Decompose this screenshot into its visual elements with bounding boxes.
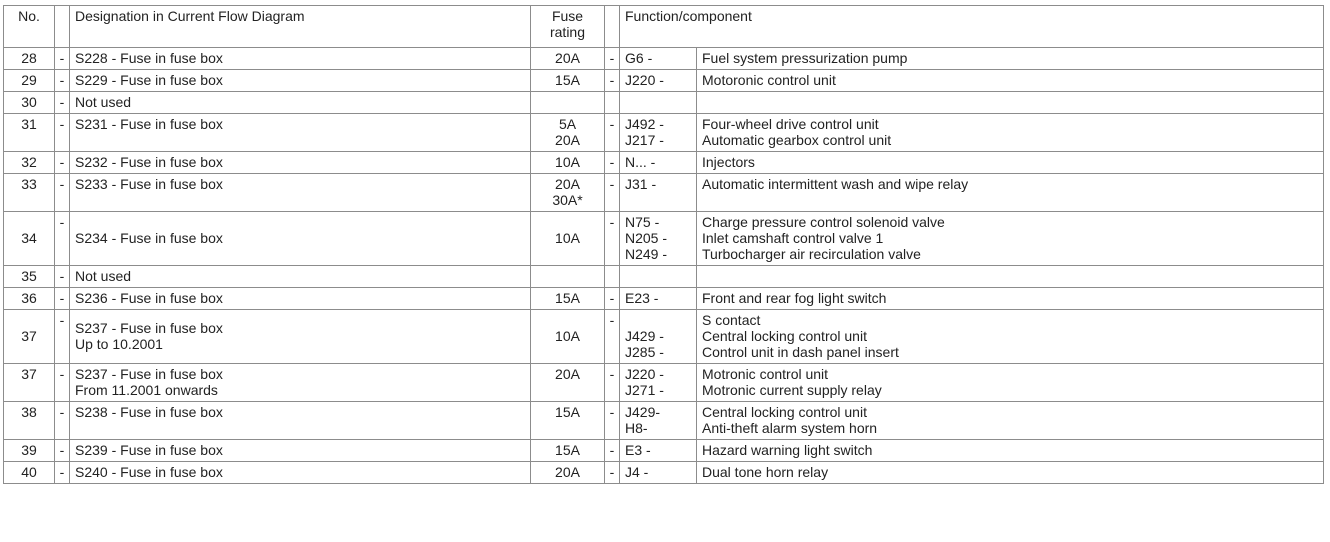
row-dash: - <box>605 48 620 70</box>
row-dash: - <box>605 288 620 310</box>
row-designation-line: S228 - Fuse in fuse box <box>75 50 223 66</box>
row-dash: - <box>55 92 70 114</box>
row-fuse-rating-line: 30A* <box>552 192 583 208</box>
row-fuse-rating <box>531 440 605 462</box>
row-dash: - <box>55 48 70 70</box>
row-number: 37 <box>4 364 55 402</box>
row-dash: - <box>55 402 70 440</box>
row-function-line: Anti-theft alarm system horn <box>702 420 878 436</box>
row-fuse-rating-line: 10A <box>555 230 580 246</box>
row-designation <box>70 364 531 402</box>
fuse-table <box>3 5 1324 484</box>
row-function <box>697 310 1324 364</box>
row-dash: - <box>605 152 620 174</box>
row-number: 35 <box>4 266 55 288</box>
row-number: 32 <box>4 152 55 174</box>
table-row <box>4 266 1324 288</box>
row-function <box>697 266 1324 288</box>
row-component-code <box>620 174 697 212</box>
row-function <box>697 212 1324 266</box>
row-dash: - <box>55 310 70 364</box>
row-number: 34 <box>4 212 55 266</box>
row-dash: - <box>605 310 620 364</box>
row-fuse-rating-line: 15A <box>555 404 580 420</box>
row-function <box>697 174 1324 212</box>
row-component-code-line: J429- <box>625 404 661 420</box>
table-row <box>4 114 1324 152</box>
row-dash: - <box>55 174 70 212</box>
row-dash: - <box>55 288 70 310</box>
row-component-code-line: E3 - <box>625 442 651 458</box>
row-designation-line: S231 - Fuse in fuse box <box>75 116 223 132</box>
row-dash: - <box>55 212 70 266</box>
row-designation-line: S237 - Fuse in fuse box <box>75 366 223 382</box>
row-dash: - <box>55 152 70 174</box>
row-component-code <box>620 212 697 266</box>
row-fuse-rating-line: 15A <box>555 442 580 458</box>
row-fuse-rating <box>531 462 605 484</box>
header-designation: Designation in Current Flow Diagram <box>70 6 531 48</box>
table-header-row <box>4 6 1324 48</box>
table-row <box>4 364 1324 402</box>
row-component-code-line: J492 - <box>625 116 664 132</box>
row-fuse-rating <box>531 152 605 174</box>
row-dash: - <box>605 114 620 152</box>
row-component-code <box>620 48 697 70</box>
row-designation <box>70 440 531 462</box>
row-component-code <box>620 462 697 484</box>
table-row <box>4 462 1324 484</box>
row-designation-line: S236 - Fuse in fuse box <box>75 290 223 306</box>
row-fuse-rating-line: 20A <box>555 176 580 192</box>
row-function-line: Motronic current supply relay <box>702 382 882 398</box>
row-fuse-rating <box>531 288 605 310</box>
row-function <box>697 288 1324 310</box>
row-designation <box>70 288 531 310</box>
row-number: 31 <box>4 114 55 152</box>
row-dash: - <box>55 70 70 92</box>
row-function-line: Injectors <box>702 154 755 170</box>
row-designation-line: From 11.2001 onwards <box>75 382 218 398</box>
row-component-code-line: J220 - <box>625 72 664 88</box>
row-designation-line: Not used <box>75 268 132 284</box>
row-function-line: Central locking control unit <box>702 404 867 420</box>
row-function <box>697 48 1324 70</box>
table-row <box>4 92 1324 114</box>
row-component-code-line: J220 - <box>625 366 664 382</box>
row-number: 39 <box>4 440 55 462</box>
row-component-code <box>620 288 697 310</box>
row-designation <box>70 114 531 152</box>
row-designation <box>70 310 531 364</box>
row-dash: - <box>55 266 70 288</box>
row-component-code-line: J285 - <box>625 344 664 360</box>
row-fuse-rating-line: 10A <box>555 154 580 170</box>
header-fuse-rating-line2: rating <box>549 24 586 40</box>
row-function <box>697 440 1324 462</box>
row-designation-line: S240 - Fuse in fuse box <box>75 464 223 480</box>
header-spacer <box>55 6 70 48</box>
row-designation-line: S232 - Fuse in fuse box <box>75 154 223 170</box>
row-component-code-line: E23 - <box>625 290 659 306</box>
row-component-code-line: J429 - <box>625 328 664 344</box>
row-dash: - <box>55 462 70 484</box>
row-fuse-rating-line: 15A <box>555 290 580 306</box>
row-designation-line: Not used <box>75 94 132 110</box>
table-row <box>4 70 1324 92</box>
row-fuse-rating <box>531 212 605 266</box>
row-function-line: Central locking control unit <box>702 328 867 344</box>
row-number: 40 <box>4 462 55 484</box>
row-component-code-line: N75 - <box>625 214 660 230</box>
row-function-line: Dual tone horn relay <box>702 464 829 480</box>
row-component-code-line: N249 - <box>625 246 668 262</box>
header-function: Function/component <box>620 6 1324 48</box>
table-row <box>4 152 1324 174</box>
row-fuse-rating-line: 20A <box>555 366 580 382</box>
row-dash: - <box>605 212 620 266</box>
row-dash: - <box>605 462 620 484</box>
row-fuse-rating-line: 10A <box>555 328 580 344</box>
row-dash: - <box>605 70 620 92</box>
row-fuse-rating <box>531 114 605 152</box>
row-component-code <box>620 364 697 402</box>
row-designation <box>70 70 531 92</box>
row-component-code <box>620 70 697 92</box>
row-function <box>697 364 1324 402</box>
row-component-code <box>620 266 697 288</box>
row-designation-line: S234 - Fuse in fuse box <box>75 230 223 246</box>
row-designation-line: S238 - Fuse in fuse box <box>75 404 223 420</box>
row-designation-line: Up to 10.2001 <box>75 336 163 352</box>
row-component-code-line <box>625 312 692 328</box>
row-number: 37 <box>4 310 55 364</box>
row-dash: - <box>55 364 70 402</box>
row-function-line: Four-wheel drive control unit <box>702 116 879 132</box>
table-row <box>4 212 1324 266</box>
row-designation <box>70 212 531 266</box>
table-row <box>4 440 1324 462</box>
row-component-code <box>620 440 697 462</box>
row-component-code-line: J4 - <box>625 464 649 480</box>
table-row <box>4 288 1324 310</box>
row-dash <box>605 266 620 288</box>
row-function-line: Front and rear fog light switch <box>702 290 887 306</box>
row-fuse-rating <box>531 92 605 114</box>
row-number: 38 <box>4 402 55 440</box>
row-designation-line: S233 - Fuse in fuse box <box>75 176 223 192</box>
header-no: No. <box>4 6 55 48</box>
row-function-line: S contact <box>702 312 761 328</box>
row-fuse-rating-line: 20A <box>555 50 580 66</box>
row-component-code <box>620 310 697 364</box>
row-designation <box>70 174 531 212</box>
row-function <box>697 152 1324 174</box>
row-number: 36 <box>4 288 55 310</box>
row-component-code <box>620 402 697 440</box>
row-function <box>697 92 1324 114</box>
row-number: 29 <box>4 70 55 92</box>
row-component-code-line: J31 - <box>625 176 657 192</box>
row-fuse-rating <box>531 402 605 440</box>
row-function-line: Automatic gearbox control unit <box>702 132 892 148</box>
row-designation-line: S237 - Fuse in fuse box <box>75 320 223 336</box>
row-component-code <box>620 114 697 152</box>
row-component-code-line: N205 - <box>625 230 668 246</box>
row-designation <box>70 402 531 440</box>
row-fuse-rating <box>531 48 605 70</box>
row-dash: - <box>605 174 620 212</box>
row-designation <box>70 48 531 70</box>
row-function-line: Motoronic control unit <box>702 72 836 88</box>
row-designation-line: S239 - Fuse in fuse box <box>75 442 223 458</box>
row-component-code-line: J217 - <box>625 132 664 148</box>
row-fuse-rating-line: 20A <box>555 464 580 480</box>
row-component-code-line: J271 - <box>625 382 664 398</box>
row-fuse-rating <box>531 70 605 92</box>
row-number: 33 <box>4 174 55 212</box>
row-component-code <box>620 152 697 174</box>
row-function-line: Motronic control unit <box>702 366 829 382</box>
row-number: 30 <box>4 92 55 114</box>
row-fuse-rating-line: 20A <box>555 132 580 148</box>
row-fuse-rating-line: 5A <box>558 116 577 132</box>
table-row <box>4 174 1324 212</box>
row-component-code <box>620 92 697 114</box>
row-designation-line: S229 - Fuse in fuse box <box>75 72 223 88</box>
row-function-line: Control unit in dash panel insert <box>702 344 899 360</box>
row-dash: - <box>55 440 70 462</box>
row-dash <box>605 92 620 114</box>
row-dash: - <box>605 402 620 440</box>
header-fuse-rating <box>531 6 605 48</box>
header-spacer <box>605 6 620 48</box>
row-fuse-rating <box>531 266 605 288</box>
row-function <box>697 70 1324 92</box>
row-function <box>697 114 1324 152</box>
row-fuse-rating <box>531 310 605 364</box>
row-fuse-rating <box>531 364 605 402</box>
table-row <box>4 310 1324 364</box>
row-dash: - <box>55 114 70 152</box>
row-function-line: Fuel system pressurization pump <box>702 50 908 66</box>
row-designation <box>70 462 531 484</box>
table-row <box>4 402 1324 440</box>
row-designation <box>70 92 531 114</box>
row-fuse-rating <box>531 174 605 212</box>
row-dash: - <box>605 440 620 462</box>
table-row <box>4 48 1324 70</box>
row-function-line: Turbocharger air recirculation valve <box>702 246 921 262</box>
row-designation <box>70 266 531 288</box>
row-function <box>697 462 1324 484</box>
row-component-code-line: G6 - <box>625 50 653 66</box>
row-designation <box>70 152 531 174</box>
row-function-line: Inlet camshaft control valve 1 <box>702 230 884 246</box>
row-number: 28 <box>4 48 55 70</box>
row-fuse-rating-line: 15A <box>555 72 580 88</box>
row-dash: - <box>605 364 620 402</box>
header-fuse-rating-line1: Fuse <box>551 8 584 24</box>
row-component-code-line: H8- <box>625 420 648 436</box>
row-function-line: Automatic intermittent wash and wipe relay <box>702 176 969 192</box>
row-function-line: Charge pressure control solenoid valve <box>702 214 945 230</box>
row-function-line: Hazard warning light switch <box>702 442 873 458</box>
row-function <box>697 402 1324 440</box>
row-component-code-line: N... - <box>625 154 656 170</box>
